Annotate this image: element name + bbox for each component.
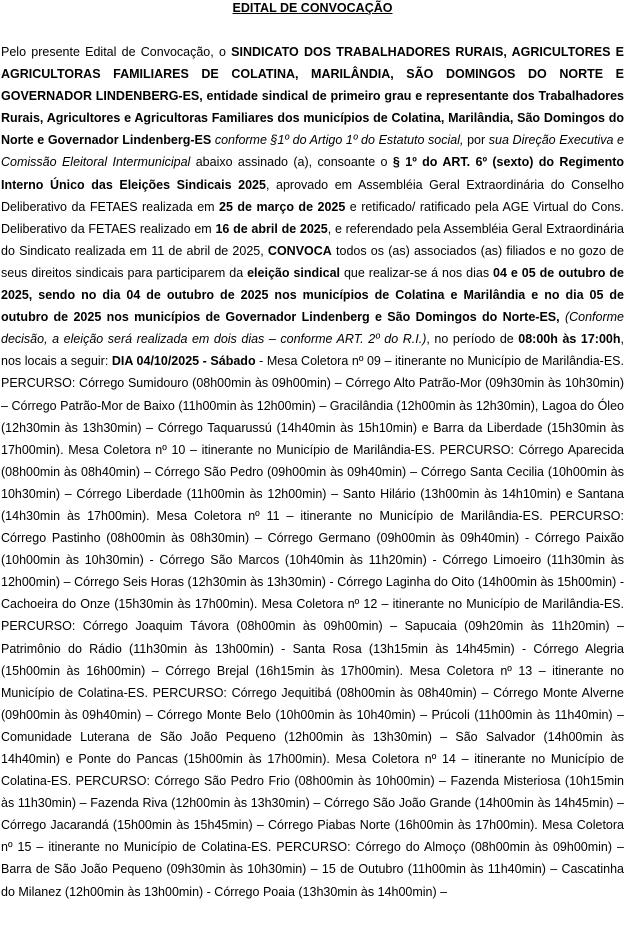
text-segment: e retificado/ ratificado pela AGE Virtual do Cons. Deliberativo da FETAES realizado em bbox=[1, 199, 625, 236]
bold-text-segment: 08:00h às 17:00h bbox=[518, 332, 621, 347]
text-segment: , nos locais a seguir: bbox=[1, 332, 624, 369]
document-body bbox=[1, 41, 624, 903]
bold-text-segment: 04 e 05 de outubro de 2025, sendo no dia 04 de outubro de 2025 nos municípios de Colatina e Marilândia e no dia 05 de outubro de 2025 nos municípios de Governador Lindenberg e São Domingos do Norte-ES, bbox=[1, 265, 624, 325]
text-segment: que realizar-se á nos dias bbox=[340, 265, 494, 280]
bold-text-segment: § 1º do ART. 6º (sexto) do Regimento Interno Único das Eleições Sindicais 2025 bbox=[1, 155, 625, 192]
text-segment: - Mesa Coletora nº 09 – itinerante no Município de Marilândia-ES. PERCURSO: Córrego Sumidouro (08h00min às 09h00min) – Córrego Alto Patrão-Mor (09h30min às 10h30min) – Córrego Patrão-Mor de Baixo (11h00min às 12h00min) – Gracilândia (12h00min às 12h30min), Lagoa do Óleo (12h30min às 13h30min) – Córrego Taquarussú (14h40min às 15h10min) e Barra da Liberdade (15h30min às 17h00min). Mesa Coletora nº 10 – itinerante no Município de Marilândia-ES. PERCURSO: Córrego Aparecida (08h00min às 08h40min) – Córrego São Pedro (09h00min às 09h40min) – Córrego Santa Cecilia (10h00min às 10h30min) – Córrego Liberdade (11h00min às 12h00min) – Santo Hilário (13h00min às 14h10min) e Santana (14h30min às 17h00min). Mesa Coletora nº 11 – itinerante no Município de Marilândia-ES. PERCURSO: Córrego Pastinho (08h00min às 08h30min) – Córrego Germano (09h00min às 09h40min) - Córrego Paixão (10h00min às 10h30min) - Córrego São Marcos (10h40min às 11h20min) - Córrego Limoeiro (11h30min às 12h00min) – Córrego Seis Horas (12h30min às 13h30min) - Córrego Laginha do Oito (14h00min às 15h00min) - Cachoeira do Onze (15h30min às 17h00min). Mesa Coletora nº 12 – itinerante no Município de Marilândia-ES. PERCURSO: Córrego Joaquim Távora (08h00min às 09h00min) – Sapucaia (09h20min às 11h20min) – Patrimônio do Rádio (11h30min às 13h00min) - Santa Rosa (13h15min às 14h45min) - Córrego Alegria (15h00min às 16h00min) – Córrego Brejal (16h15min às 17h00min). Mesa Coletora nº 13 – itinerante no Município de Colatina-ES. PERCURSO: Córrego Jequitibá (08h00min às 08h40min) – Córrego Monte Alverne (09h00min às 09h40min) – Córrego Monte Belo (10h00min às 10h40min) – Prúcoli (11h00min às 11h40min) – Comunidade Luterana de São João Pequeno (12h00min às 13h30min) – São Salvador (14h00min às 14h40min) e Ponte do Pancas (15h00min às 17h00min). Mesa Coletora nº 14 – itinerante no Município de Colatina-ES. PERCURSO: Córrego São Pedro Frio (08h00min às 10h00min) – Fazenda Misteriosa (10h15min às 11h30min) – Fazenda Riva (12h00min às 13h30min) – Córrego São João Grande (14h00min às 14h45min) – Córrego Jacarandá (15h00min às 15h45min) – Córrego Piabas Norte (16h00min às 17h00min). Mesa Coletora nº 15 – itinerante no Município de Colatina-ES. PERCURSO: Córrego do Almoço (08h00min às 09h00min) – Barra de São João Pequeno (09h30min às 10h30min) – 15 de Outubro (11h00min às 11h40min) – Cascatinha do Milanez (12h00min às 13h00min) - Córrego Poaia (13h30min às 14h00min) – bbox=[1, 354, 624, 899]
bold-text-segment: DIA 04/10/2025 - Sábado bbox=[111, 354, 256, 369]
bold-text-segment: eleição sindical bbox=[247, 265, 341, 280]
italic-text-segment: sua Direção Executiva e Comissão Eleitoral Intermunicipal bbox=[1, 133, 624, 170]
bold-text-segment: 16 de abril de 2025 bbox=[215, 221, 328, 236]
bold-text-segment: CONVOCA bbox=[267, 243, 332, 258]
text-segment: abaixo assinado (a), consoante o bbox=[190, 155, 393, 170]
text-segment: por bbox=[463, 133, 489, 148]
bold-text-segment: SINDICATO DOS TRABALHADORES RURAIS, AGRICULTORES E AGRICULTORAS FAMILIARES DE COLATINA, MARILÂNDIA, SÃO DOMINGOS DO NORTE E GOVERNADOR LINDENBERG-ES, entidade sindical de primeiro grau e representante dos Trabalhadores Rurais, Agricultores e Agricultoras Familiares dos municípios de Colatina, Marilândia, São Domingos do Norte e Governador Lindenberg-ES bbox=[1, 45, 625, 148]
bold-text-segment: 25 de março de 2025 bbox=[219, 199, 346, 214]
text-segment: Pelo presente Edital de Convocação, o bbox=[1, 45, 232, 59]
document-title: EDITAL DE CONVOCAÇÃO bbox=[232, 1, 393, 15]
text-segment: , aprovado em Assembléia Geral Extraordinária do Conselho Deliberativo da FETAES realizada em bbox=[1, 177, 625, 214]
text-segment: , no período de bbox=[426, 332, 519, 347]
italic-text-segment: conforme §1º do Artigo 1º do Estatuto social, bbox=[214, 133, 464, 148]
text-segment: , e referendado pela Assembléia Geral Extraordinária do Sindicato realizada em 11 de abril de 2025, bbox=[1, 221, 624, 258]
italic-text-segment: (Conforme decisão, a eleição será realizada em dois dias – conforme ART. 2º do R.I.) bbox=[1, 310, 624, 347]
text-segment: todos os (as) associados (as) filiados e no gozo de seus direitos sindicais para participarem da bbox=[1, 243, 624, 280]
